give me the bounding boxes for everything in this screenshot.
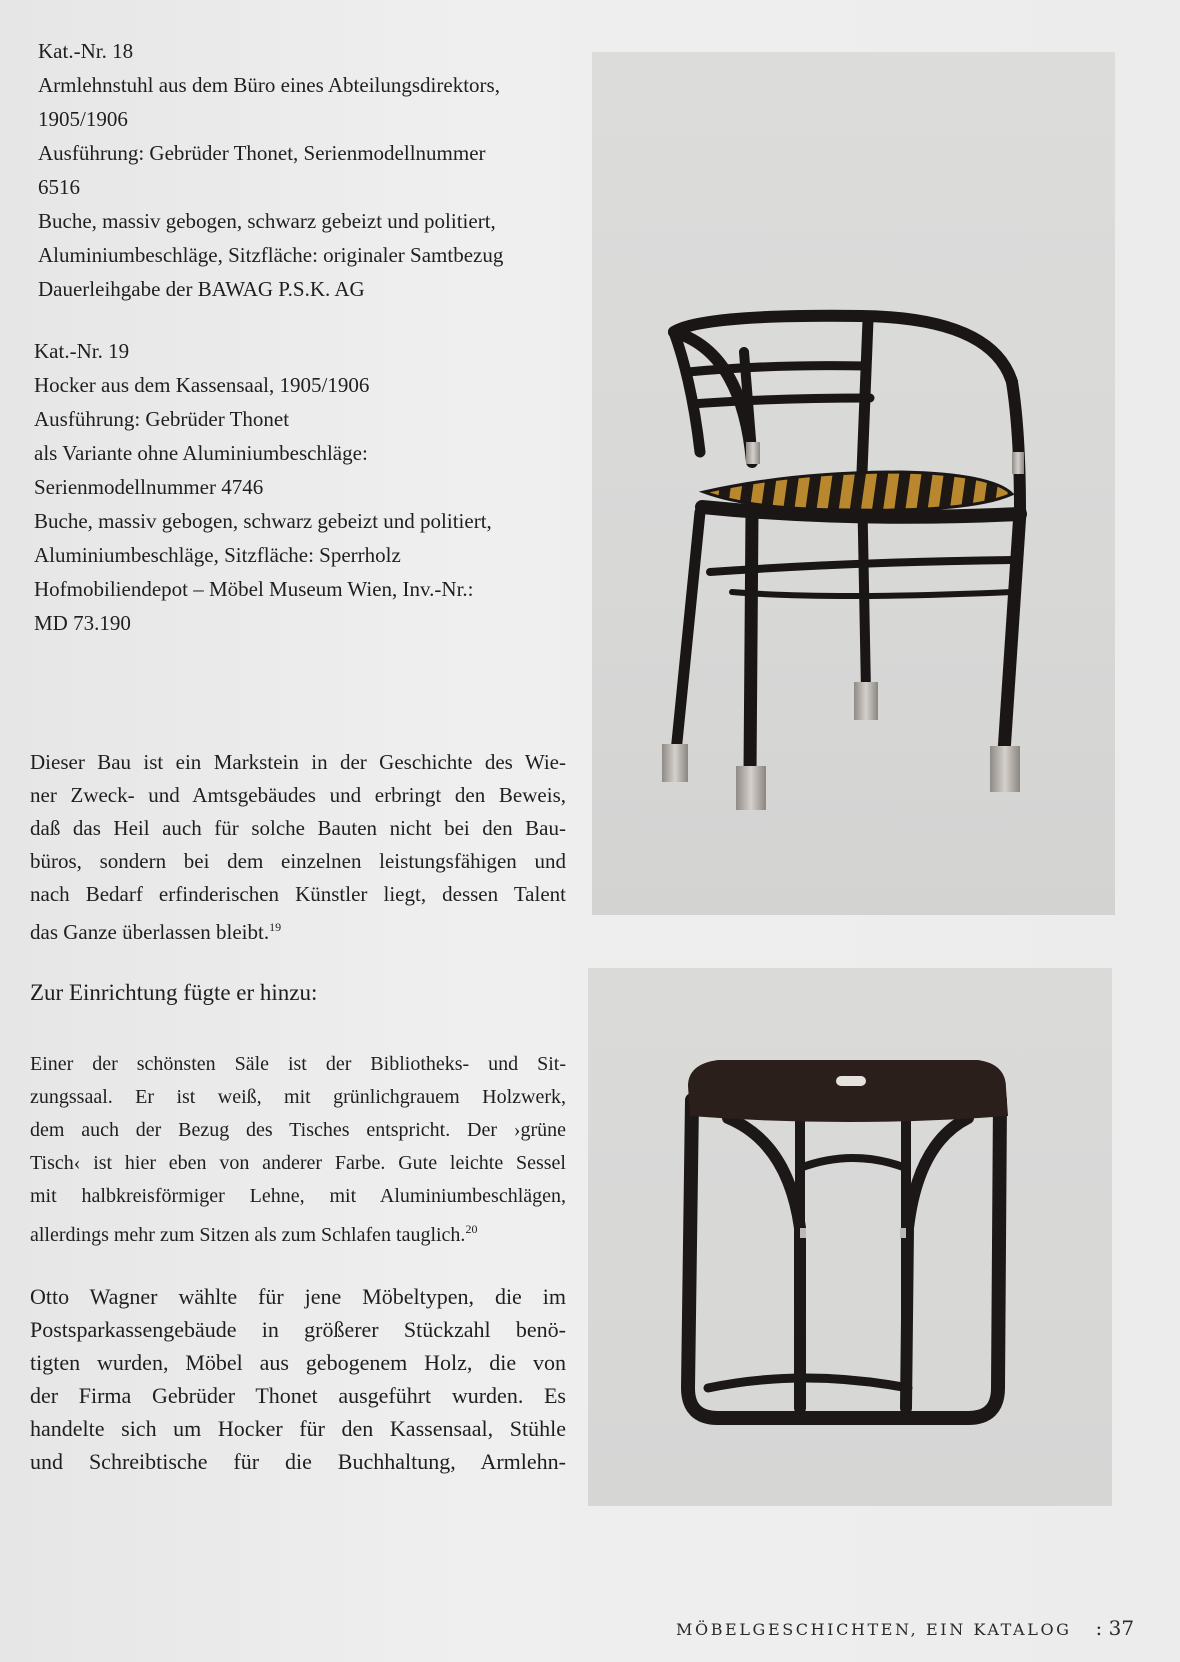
catalog-line: Kat.-Nr. 19 — [34, 339, 130, 363]
paragraph-line: Dieser Bau ist ein Markstein in der Geschichte des Wie- — [30, 750, 566, 774]
catalog-line: Kat.-Nr. 18 — [38, 39, 134, 63]
paragraph-line: Tisch‹ ist hier eben von anderer Farbe. Gute leichte Sessel — [30, 1152, 566, 1174]
stool-photo — [588, 968, 1112, 1506]
catalog-line: als Variante ohne Aluminiumbeschläge: — [34, 441, 368, 465]
armchair-photo — [592, 52, 1115, 915]
paragraph-line: handelte sich um Hocker für den Kassensaal, Stühle — [30, 1416, 566, 1441]
footnote-ref: 20 — [465, 1222, 478, 1236]
quote-paragraph — [30, 1048, 566, 1252]
catalog-line: MD 73.190 — [34, 611, 131, 635]
catalog-line: Ausführung: Gebrüder Thonet, Serienmodellnummer — [38, 141, 486, 165]
catalog-line: Hocker aus dem Kassensaal, 1905/1906 — [34, 373, 370, 397]
catalog-line: 1905/1906 — [38, 107, 128, 131]
catalog-line: Ausführung: Gebrüder Thonet — [34, 407, 290, 431]
paragraph-line: Otto Wagner wählte für jene Möbeltypen, die im — [30, 1284, 566, 1309]
footnote-ref: 19 — [269, 920, 282, 934]
catalog-entry-19 — [34, 334, 492, 640]
paragraph-line: tigten wurden, Möbel aus gebogenem Holz, die von — [30, 1350, 566, 1375]
catalog-line: Aluminiumbeschläge, Sitzfläche: Sperrholz — [34, 543, 401, 567]
catalog-entry-18 — [38, 34, 503, 306]
aluminium-shoe — [736, 766, 766, 810]
aluminium-shoe — [990, 746, 1020, 792]
paragraph-line: büros, sondern bei dem einzelnen leistungsfähigen und — [30, 849, 566, 873]
catalog-line: Armlehnstuhl aus dem Büro eines Abteilungsdirektors, — [38, 73, 500, 97]
paragraph-1 — [30, 746, 566, 949]
paragraph-line: daß das Heil auch für solche Bauten nicht bei den Bau- — [30, 816, 566, 840]
catalog-line: Dauerleihgabe der BAWAG P.S.K. AG — [38, 277, 365, 301]
paragraph-line: dem auch der Bezug des Tisches entspricht. Der ›grüne — [30, 1119, 566, 1141]
catalog-line: Buche, massiv gebogen, schwarz gebeizt und politiert, — [38, 209, 496, 233]
paragraph-line: und Schreibtische für die Buchhaltung, Armlehn- — [30, 1449, 566, 1474]
aluminium-shoe — [662, 744, 688, 782]
catalog-line: Buche, massiv gebogen, schwarz gebeizt und politiert, — [34, 509, 492, 533]
paragraph-line: ner Zweck- und Amtsgebäudes und erbringt den Beweis, — [30, 783, 566, 807]
paragraph-line: der Firma Gebrüder Thonet ausgeführt wurden. Es — [30, 1383, 566, 1408]
running-title: MÖBELGESCHICHTEN, EIN KATALOG — [676, 1620, 1072, 1639]
paragraph-line: das Ganze überlassen bleibt. — [30, 920, 270, 944]
catalog-line: Serienmodellnummer 4746 — [34, 475, 264, 499]
page-number: : 37 — [1095, 1616, 1135, 1640]
stool-illustration — [588, 968, 1112, 1506]
paragraph-last-line — [30, 1213, 566, 1252]
armchair-illustration — [592, 52, 1115, 915]
page-footer — [676, 1616, 1134, 1640]
paragraph-line: mit halbkreisförmiger Lehne, mit Aluminiumbeschlägen, — [30, 1185, 566, 1207]
handle-slot — [836, 1076, 866, 1086]
paragraph-line: allerdings mehr zum Sitzen als zum Schlafen tauglich. — [30, 1224, 466, 1246]
paragraph-last-line — [30, 911, 566, 949]
catalog-line: Aluminiumbeschläge, Sitzfläche: originaler Samtbezug — [38, 243, 504, 267]
catalog-line: Hofmobiliendepot – Möbel Museum Wien, Inv.-Nr.: — [34, 577, 474, 601]
paragraph-3 — [30, 1280, 566, 1478]
section-heading: Zur Einrichtung fügte er hinzu: — [30, 980, 318, 1005]
paragraph-line: nach Bedarf erfinderischen Künstler liegt, dessen Talent — [30, 882, 566, 906]
paragraph-line: Einer der schönsten Säle ist der Bibliotheks- und Sit- — [30, 1053, 566, 1075]
paragraph-line: Postsparkassengebäude in größerer Stückzahl benö- — [30, 1317, 566, 1342]
aluminium-shoe — [854, 682, 878, 720]
paragraph-line: zungssaal. Er ist weiß, mit grünlichgrauem Holzwerk, — [30, 1086, 566, 1108]
catalog-line: 6516 — [38, 175, 80, 199]
